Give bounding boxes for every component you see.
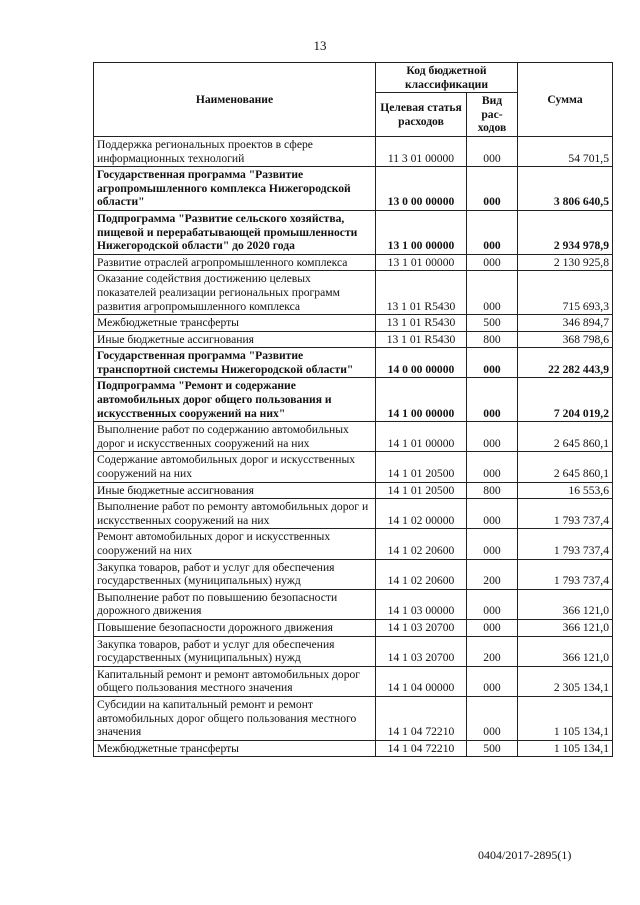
table-row: [94, 499, 613, 529]
header-sum: Сумма: [518, 63, 613, 137]
table-row: [94, 271, 613, 315]
header-name: Наименование: [94, 63, 376, 137]
row-name-cell: Выполнение работ по ремонту автомобильных дорог и искусственных сооружений на них: [94, 499, 376, 529]
row-name-cell: Развитие отраслей агропромышленного комплекса: [94, 254, 376, 271]
row-target-cell: 13 1 00 00000: [376, 210, 467, 254]
row-amount-cell: 16 553,6: [518, 482, 613, 499]
table-row: [94, 452, 613, 482]
row-amount-cell: 715 693,3: [518, 271, 613, 315]
table-row: [94, 210, 613, 254]
row-type-cell: 000: [467, 619, 518, 636]
row-amount-cell: 2 130 925,8: [518, 254, 613, 271]
row-name-cell: Поддержка региональных проектов в сфере информационных технологий: [94, 136, 376, 166]
row-target-cell: 14 1 01 20500: [376, 482, 467, 499]
table-row: [94, 636, 613, 666]
row-name-cell: Оказание содействия достижению целевых показателей реализации региональных программ развития агропромышленного комплекса: [94, 271, 376, 315]
row-target-cell: 14 1 01 00000: [376, 422, 467, 452]
row-name-cell: Ремонт автомобильных дорог и искусственных сооружений на них: [94, 529, 376, 559]
row-type-cell: 800: [467, 482, 518, 499]
row-name-cell: Содержание автомобильных дорог и искусственных сооружений на них: [94, 452, 376, 482]
row-name-cell: Подпрограмма "Развитие сельского хозяйства, пищевой и перерабатывающей промышленности Нижегородской области" до 2020 года: [94, 210, 376, 254]
row-target-cell: 14 1 04 72210: [376, 696, 467, 740]
row-type-cell: 000: [467, 696, 518, 740]
row-type-cell: 000: [467, 271, 518, 315]
row-name-cell: Выполнение работ по повышению безопасности дорожного движения: [94, 589, 376, 619]
row-type-cell: 000: [467, 529, 518, 559]
row-amount-cell: 1 105 134,1: [518, 740, 613, 757]
row-amount-cell: 2 934 978,9: [518, 210, 613, 254]
row-amount-cell: 366 121,0: [518, 636, 613, 666]
table-row: [94, 422, 613, 452]
row-name-cell: Повышение безопасности дорожного движения: [94, 619, 376, 636]
row-target-cell: 14 1 03 20700: [376, 636, 467, 666]
row-type-cell: 000: [467, 348, 518, 378]
row-amount-cell: 2 645 860,1: [518, 422, 613, 452]
row-name-cell: Выполнение работ по содержанию автомобильных дорог и искусственных сооружений на них: [94, 422, 376, 452]
row-amount-cell: 366 121,0: [518, 619, 613, 636]
row-name-cell: Иные бюджетные ассигнования: [94, 331, 376, 348]
row-target-cell: 14 1 04 00000: [376, 666, 467, 696]
header-budget-code: Код бюджетной классификации: [376, 63, 518, 93]
row-target-cell: 14 1 04 72210: [376, 740, 467, 757]
row-name-cell: Государственная программа "Развитие транспортной системы Нижегородской области": [94, 348, 376, 378]
row-name-cell: Межбюджетные трансферты: [94, 740, 376, 757]
row-amount-cell: 22 282 443,9: [518, 348, 613, 378]
row-target-cell: 14 1 03 20700: [376, 619, 467, 636]
row-amount-cell: 1 793 737,4: [518, 529, 613, 559]
row-type-cell: 000: [467, 167, 518, 211]
row-name-cell: Межбюджетные трансферты: [94, 315, 376, 332]
header-target-article: Целевая статья расходов: [376, 93, 467, 137]
row-amount-cell: 54 701,5: [518, 136, 613, 166]
header-expense-type: Вид рас-ходов: [467, 93, 518, 137]
table-row: [94, 167, 613, 211]
row-type-cell: 200: [467, 559, 518, 589]
row-type-cell: 200: [467, 636, 518, 666]
table-row: [94, 348, 613, 378]
row-type-cell: 000: [467, 136, 518, 166]
row-target-cell: 11 3 01 00000: [376, 136, 467, 166]
row-amount-cell: 7 204 019,2: [518, 378, 613, 422]
row-type-cell: 000: [467, 452, 518, 482]
page-number: 13: [313, 38, 327, 53]
row-amount-cell: 3 806 640,5: [518, 167, 613, 211]
row-type-cell: 000: [467, 666, 518, 696]
table-row: [94, 589, 613, 619]
row-target-cell: 13 1 01 R5430: [376, 315, 467, 332]
row-amount-cell: 368 798,6: [518, 331, 613, 348]
table-row: [94, 136, 613, 166]
row-type-cell: 000: [467, 422, 518, 452]
table-row: [94, 378, 613, 422]
row-name-cell: Подпрограмма "Ремонт и содержание автомобильных дорог общего пользования и искусственных сооружений на них": [94, 378, 376, 422]
row-type-cell: 000: [467, 589, 518, 619]
row-type-cell: 000: [467, 378, 518, 422]
row-amount-cell: 346 894,7: [518, 315, 613, 332]
row-target-cell: 13 0 00 00000: [376, 167, 467, 211]
row-target-cell: 14 1 02 00000: [376, 499, 467, 529]
table-header: [94, 63, 613, 137]
table-row: [94, 254, 613, 271]
row-amount-cell: 2 645 860,1: [518, 452, 613, 482]
row-target-cell: 13 1 01 R5430: [376, 271, 467, 315]
table-row: [94, 666, 613, 696]
row-type-cell: 000: [467, 499, 518, 529]
row-name-cell: Капитальный ремонт и ремонт автомобильных дорог общего пользования местного значения: [94, 666, 376, 696]
row-name-cell: Государственная программа "Развитие агропромышленного комплекса Нижегородской области": [94, 167, 376, 211]
row-amount-cell: 1 105 134,1: [518, 696, 613, 740]
row-amount-cell: 366 121,0: [518, 589, 613, 619]
table-row: [94, 619, 613, 636]
row-type-cell: 000: [467, 254, 518, 271]
budget-table: [93, 62, 613, 757]
row-target-cell: 13 1 01 R5430: [376, 331, 467, 348]
row-name-cell: Субсидии на капитальный ремонт и ремонт автомобильных дорог общего пользования местного значения: [94, 696, 376, 740]
row-type-cell: 800: [467, 331, 518, 348]
row-name-cell: Иные бюджетные ассигнования: [94, 482, 376, 499]
table-row: [94, 559, 613, 589]
row-target-cell: 14 1 02 20600: [376, 559, 467, 589]
table-row: [94, 696, 613, 740]
row-target-cell: 14 1 03 00000: [376, 589, 467, 619]
table-row: [94, 331, 613, 348]
row-target-cell: 14 1 01 20500: [376, 452, 467, 482]
row-amount-cell: 1 793 737,4: [518, 499, 613, 529]
row-amount-cell: 2 305 134,1: [518, 666, 613, 696]
table-body: [94, 136, 613, 756]
table-row: [94, 529, 613, 559]
row-target-cell: 14 1 00 00000: [376, 378, 467, 422]
row-name-cell: Закупка товаров, работ и услуг для обеспечения государственных (муниципальных) нужд: [94, 559, 376, 589]
row-type-cell: 000: [467, 210, 518, 254]
row-target-cell: 13 1 01 00000: [376, 254, 467, 271]
document-code: 0404/2017-2895(1): [478, 848, 572, 862]
row-target-cell: 14 1 02 20600: [376, 529, 467, 559]
row-type-cell: 500: [467, 740, 518, 757]
table-row: [94, 315, 613, 332]
row-name-cell: Закупка товаров, работ и услуг для обеспечения государственных (муниципальных) нужд: [94, 636, 376, 666]
table-row: [94, 740, 613, 757]
row-target-cell: 14 0 00 00000: [376, 348, 467, 378]
row-type-cell: 500: [467, 315, 518, 332]
row-amount-cell: 1 793 737,4: [518, 559, 613, 589]
table-row: [94, 482, 613, 499]
